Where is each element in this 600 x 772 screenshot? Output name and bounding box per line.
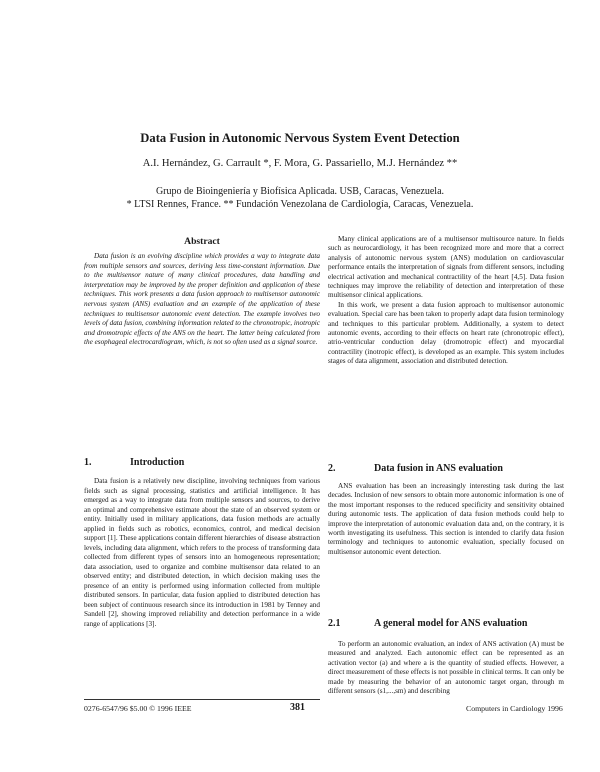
abstract-heading: Abstract xyxy=(184,236,220,247)
introduction-text: Data fusion is a relatively new discipline, involving techniques from various fields such as signal processing, statistics and artificial intelligence. It has emerged as a way to integrate data from multiple sensors and sources, to derive an optimal and comprehensive estimate about the state of an observed system or entity. Initially used in military applications, data fusion methods are actually applied in fields such as robotics, economics, control, and medical decision support [1]. These applications contain different hierarchies of disease abstraction levels, including data alignment, which refers to the process of transforming data collected from different types of sensors into an homogeneous representation; data association, used to organize and combine multisensor data related to an observed entity; and distributed detection, in which decision making uses the presence of an entity is performed using information collected from multiple distributed sensors. In particular, data fusion applied to distributed detection has been subject of continuous research since its introduction in 1981 by Tenney and Sandell [2], showing improved reliability and detection performance in a wide range of applications [3]. xyxy=(84,477,320,628)
right-column-intro xyxy=(328,235,564,367)
section-2-1-text: To perform an autonomic evaluation, an index of ANS activation (A) must be measured and analyzed. Each autonomic effect can be represented as an activation vector (a) and where a is the quantity of studied effects. However, a direct measurement of these effects is not possible in clinical terms. It can only be made by measuring the behavior of an autonomic target organ, through m different sensors (s1,...,sm) and describing xyxy=(328,640,564,696)
author-list: A.I. Hernández, G. Carrault *, F. Mora, G. Passariello, M.J. Hernández ** xyxy=(142,158,458,169)
copyright-line: 0276-6547/96 $5.00 © 1996 IEEE xyxy=(84,704,192,713)
section-number: 2. xyxy=(328,463,336,474)
affiliation-1: Grupo de Bioingeniería y Biofísica Aplicada. USB, Caracas, Venezuela. xyxy=(155,186,445,197)
affiliation-2: * LTSI Rennes, France. ** Fundación Venezolana de Cardiología, Caracas, Venezuela. xyxy=(126,199,474,210)
paper-title: Data Fusion in Autonomic Nervous System Event Detection xyxy=(140,131,460,145)
section-number: 1. xyxy=(84,457,92,468)
section-number: 2.1 xyxy=(328,618,341,629)
abstract-text: Data fusion is an evolving discipline which provides a way to integrate data from multiple sensors and sources, deriving less time-constant information. Due to the multisensor nature of many clinical procedures, data handling and interpretation may be improved by the proper definition and application of these techniques. This work presents a data fusion approach to multisensor autonomic nervous system (ANS) evaluation and an example of the application of these techniques to multisensor autonomic event detection. The example involves two levels of data fusion, combining information related to the chronotropic, inotropic and dromotropic effects of the ANS on the heart. The latter being calculated from the esophageal electrocardiogram, which, is not so often used as a signal source. xyxy=(84,252,320,347)
introduction-heading xyxy=(84,457,184,468)
footer-rule xyxy=(84,699,320,700)
section-2-text: ANS evaluation has been an increasingly interesting task during the last decades. Inclusion of new sensors to obtain more autonomic information is one of the most important responses to the reduced specificity and sensitivity obtained during autonomic tests. The application of data fusion methods could help to improve the interpretation of autonomic evaluation data and, on the contrary, it is worth investigating its usefulness. This section is intended to clarify data fusion terminology and techniques to autonomic evaluation, specially focused on multisensor autonomic event detection. xyxy=(328,482,564,556)
paragraph: In this work, we present a data fusion approach to multisensor autonomic evaluation. Special care has been taken to properly adapt data fusion terminology and techniques to this particular problem. Additionally, a system to detect autonomic events, according to their effects on heart rate (chronotropic effect), atrio-ventricular conduction delay (dromotropic effect) and myocardial contractility (inotropic effect), is developed as an example. This system includes stages of data alignment, association and distributed detection. xyxy=(328,300,564,366)
section-title: A general model for ANS evaluation xyxy=(374,618,528,629)
section-title: Introduction xyxy=(130,457,185,468)
section-2-1-heading xyxy=(328,618,527,629)
section-title: Data fusion in ANS evaluation xyxy=(374,463,503,474)
page-number: 381 xyxy=(290,702,305,713)
proceedings-name: Computers in Cardiology 1996 xyxy=(466,704,563,713)
paragraph: Many clinical applications are of a multisensor multisource nature. In fields such as neurocardiology, it has been recognized more and more that a correct analysis of autonomic nervous system (ANS) modulation on cardiovascular performance entails the interpretation of signals from different sensors, including electrical activation and mechanical contractility of the heart [4,5]. Data fusion techniques may improve the reliability of detection and interpretation of these multisensor clinical applications. xyxy=(328,235,564,300)
section-2-heading xyxy=(328,463,503,474)
